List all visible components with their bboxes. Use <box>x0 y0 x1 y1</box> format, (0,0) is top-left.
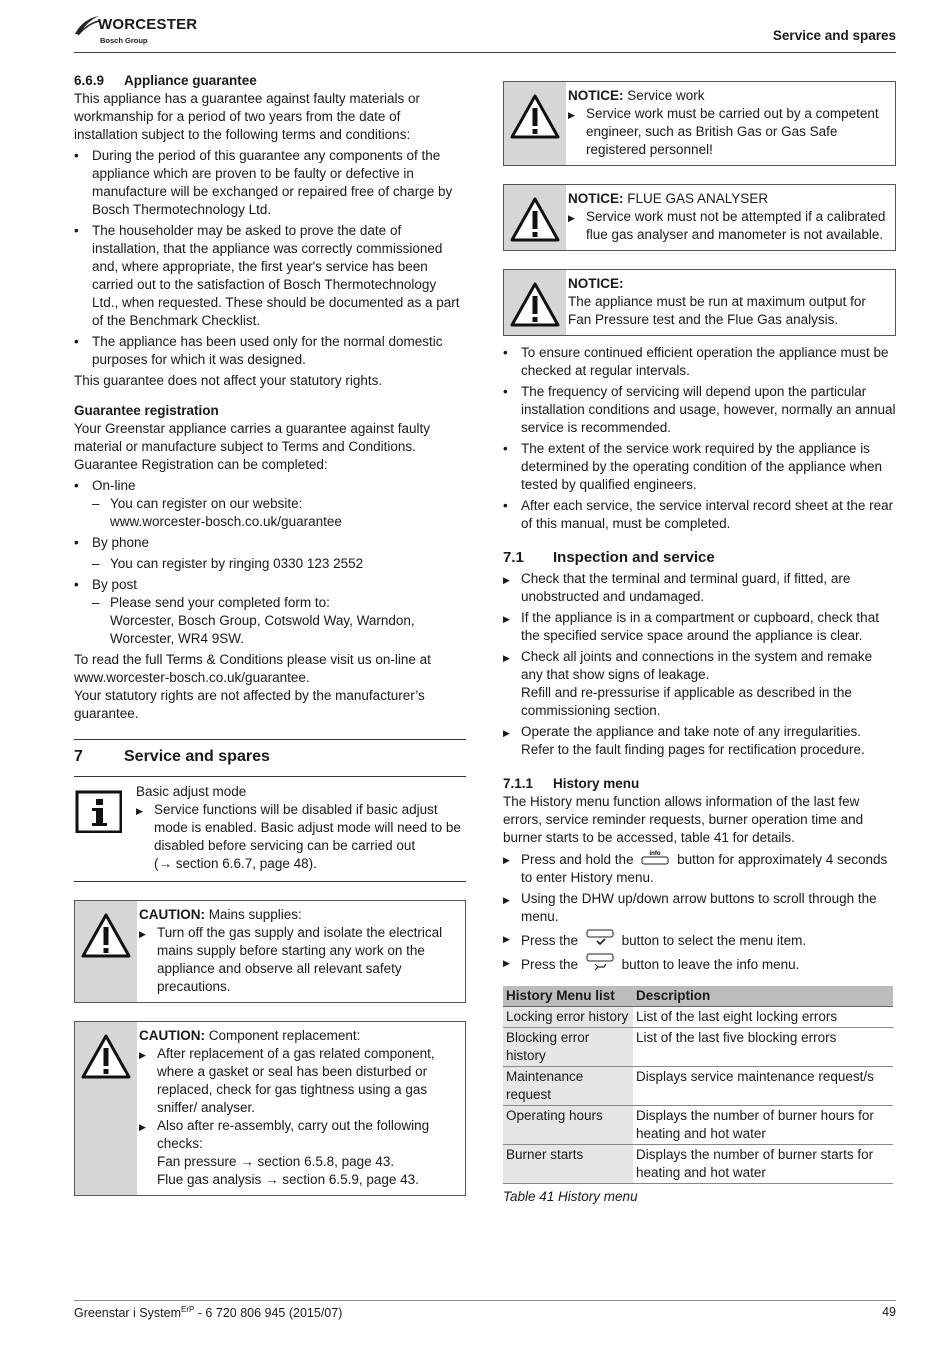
table-row <box>503 1007 893 1028</box>
warning-icon-cell <box>75 901 137 1002</box>
table-cell: Operating hours <box>503 1106 633 1145</box>
info-icon-cell <box>74 783 136 873</box>
warning-icon-cell <box>504 270 566 335</box>
history-step <box>503 929 896 950</box>
history-step-text: button to leave the info menu. <box>621 957 800 972</box>
history-menu-table <box>503 986 893 1184</box>
notice-title: FLUE GAS ANALYSER <box>627 191 769 206</box>
table-header: History Menu list <box>503 986 633 1007</box>
info-item: ▶ Service functions will be disabled if basic adjust mode is enabled. Basic adjust mode will need to be disabled before servicing can be carried out <box>136 801 466 855</box>
caution-item: ▶ After replacement of a gas related component, where a gasket or seal has been disturbed or replaced, check for gas tightness using a gas sniffer/ analyser. <box>139 1045 459 1117</box>
caution-box-component <box>74 1021 466 1196</box>
footer-product <box>74 1305 342 1320</box>
inspection-step: ▶ Operate the appliance and take note of any irregularities. <box>503 723 896 741</box>
warning-triangle-icon <box>80 1032 132 1080</box>
notice-label: NOTICE: <box>568 191 624 206</box>
registration-intro: Your Greenstar appliance carries a guarantee against faulty material or manufacture subject to Terms and Conditions. <box>74 421 430 454</box>
notice-item: ▶ Service work must not be attempted if a calibrated flue gas analyser and manometer is not available. <box>568 208 889 244</box>
section-71-heading <box>503 549 896 567</box>
inspection-step: ▶ If the appliance is in a compartment or cupboard, check that the specified service space around the appliance is clear. <box>503 609 896 645</box>
guarantee-bullet-list <box>74 147 466 369</box>
registration-address: Worcester, Bosch Group, Cotswold Way, Warndon, Worcester, WR4 9SW. <box>110 613 415 646</box>
table-cell: Locking error history <box>503 1007 633 1028</box>
registration-website: www.worcester-bosch.co.uk/guarantee <box>110 514 342 529</box>
registration-rights: Your statutory rights are not affected by the manufacturer’s guarantee. <box>74 688 425 721</box>
table-row <box>503 1106 893 1145</box>
warning-triangle-icon <box>509 280 561 328</box>
caution-title: Component replacement: <box>208 1028 361 1043</box>
registration-heading: Guarantee registration <box>74 403 219 418</box>
warning-triangle-icon <box>80 911 132 959</box>
ok-button-icon <box>586 929 614 943</box>
service-bullet: • The extent of the service work required by the appliance is determined by the operating condition of the appliance when tested by qualified engineers. <box>503 440 896 494</box>
history-step: ▶ Using the DHW up/down arrow buttons to scroll through the menu. <box>503 890 896 926</box>
table-cell: Displays service maintenance request/s <box>633 1067 893 1106</box>
section-711-title: History menu <box>553 776 640 791</box>
table-cell: Displays the number of burner starts for heating and hot water <box>633 1145 893 1184</box>
header-title: Service and spares <box>772 28 896 43</box>
notice-box-max-output <box>503 269 896 336</box>
table-row <box>503 1067 893 1106</box>
back-button-icon <box>586 953 614 967</box>
table-header: Description <box>633 986 893 1007</box>
history-step <box>503 850 896 887</box>
registration-post-detail: – Please send your completed form to: <box>74 594 466 612</box>
caution-label: CAUTION: <box>139 1028 205 1043</box>
notice-box-service-work <box>503 81 896 166</box>
table-cell: Burner starts <box>503 1145 633 1184</box>
table-cell: List of the last five blocking errors <box>633 1028 893 1067</box>
caution-title: Mains supplies: <box>208 907 302 922</box>
notice-content <box>566 82 895 165</box>
service-bullet: • After each service, the service interval record sheet at the rear of this manual, must be completed. <box>503 497 896 533</box>
chapter-heading <box>74 739 466 777</box>
info-key-label: info <box>649 851 661 857</box>
footer-product-code: - 6 720 806 945 (2015/07) <box>194 1306 343 1321</box>
info-button-icon <box>641 850 669 864</box>
registration-phone-detail: – You can register by ringing 0330 123 2552 <box>74 555 466 573</box>
info-title: Basic adjust mode <box>136 784 247 799</box>
service-bullet-list <box>503 344 896 533</box>
table-row <box>503 1145 893 1184</box>
right-column <box>503 72 896 1206</box>
logo-brand: WORCESTER <box>98 16 198 33</box>
info-box-basic-adjust <box>74 777 466 882</box>
section-711-number: 7.1.1 <box>503 776 534 791</box>
footer-product-sup: ErP <box>180 1305 195 1314</box>
section-71-title: Inspection and service <box>553 549 715 566</box>
registration-online: • On-line <box>74 477 466 495</box>
registration-terms: To read the full Terms & Conditions please visit us on-line at www.worcester-bosch.co.uk/guarantee. <box>74 652 431 685</box>
section-711-intro: The History menu function allows information of the last few errors, service reminder requests, burner operation time and burner starts to be accessed, table 41 for details. <box>503 794 864 845</box>
warning-icon-cell <box>504 185 566 250</box>
notice-item: ▶ Service work must be carried out by a competent engineer, such as British Gas or Gas Safe registered personnel! <box>568 105 889 159</box>
info-icon <box>74 789 122 833</box>
notice-box-flue-gas <box>503 184 896 251</box>
warning-icon-cell <box>75 1022 137 1195</box>
guarantee-bullet: • The appliance has been used only for the normal domestic purposes for which it was designed. <box>74 333 466 369</box>
caution-reference: Flue gas analysis → section 6.5.9, page 43. <box>157 1172 419 1187</box>
section-669-heading <box>74 72 466 90</box>
history-step-text: Press and hold the <box>521 852 634 867</box>
notice-label: NOTICE: <box>568 276 624 291</box>
inspection-step-detail: Refer to the fault finding pages for rectification procedure. <box>521 742 865 757</box>
warning-icon-cell <box>504 82 566 165</box>
registration-online-detail: – You can register on our website: <box>74 495 466 513</box>
history-step-text: button for approximately 4 seconds to enter History menu. <box>521 852 888 885</box>
registration-post: • By post <box>74 576 466 594</box>
caution-item: ▶ Also after re-assembly, carry out the following checks: <box>139 1117 459 1153</box>
page-number: 49 <box>882 1305 896 1319</box>
inspection-step: ▶ Check that the terminal and terminal guard, if fitted, are unobstructed and undamaged. <box>503 570 896 606</box>
table-row <box>503 1028 893 1067</box>
caution-content <box>137 1022 465 1195</box>
notice-label: NOTICE: <box>568 88 624 103</box>
section-669-title: Appliance guarantee <box>124 73 257 88</box>
registration-intro-2: Guarantee Registration can be completed: <box>74 457 328 472</box>
section-669-number: 6.6.9 <box>74 73 105 88</box>
history-step-text: button to select the menu item. <box>621 933 807 948</box>
table-cell: Maintenance request <box>503 1067 633 1106</box>
warning-triangle-icon <box>509 195 561 243</box>
info-reference: (→ section 6.6.7, page 48). <box>154 856 317 871</box>
history-step-text: Press the <box>521 957 579 972</box>
table-caption: Table 41 History menu <box>503 1189 638 1204</box>
page-footer <box>74 1300 896 1321</box>
page-header <box>74 12 896 53</box>
chapter-number: 7 <box>74 748 83 765</box>
history-step <box>503 953 896 974</box>
service-bullet: • The frequency of servicing will depend upon the particular installation conditions and usage, however, normally an annual service is recommended. <box>503 383 896 437</box>
history-step-text: Press the <box>521 933 579 948</box>
service-bullet: • To ensure continued efficient operation the appliance must be checked at regular intervals. <box>503 344 896 380</box>
notice-content <box>566 185 895 250</box>
footer-product-name: Greenstar i System <box>74 1306 181 1321</box>
inspection-step: ▶ Check all joints and connections in the system and remake any that show signs of leakage. <box>503 648 896 684</box>
caution-box-mains <box>74 900 466 1003</box>
info-content <box>136 783 466 873</box>
guarantee-bullet: • During the period of this guarantee any components of the appliance which are proven to be faulty or defective in manufacture will be exchanged or repaired free of charge by Bosch Thermotechnology Ltd. <box>74 147 466 219</box>
table-cell: Blocking error history <box>503 1028 633 1067</box>
inspection-step-detail: Refill and re-pressurise if applicable as described in the commissioning section. <box>521 685 852 718</box>
notice-title: Service work <box>627 88 705 103</box>
logo-swoosh-icon <box>74 14 100 36</box>
chapter-title: Service and spares <box>124 748 270 765</box>
warning-triangle-icon <box>509 92 561 140</box>
table-cell: Displays the number of burner hours for heating and hot water <box>633 1106 893 1145</box>
logo-group: Bosch Group <box>100 36 148 45</box>
notice-content <box>566 270 895 335</box>
caution-content <box>137 901 465 1002</box>
notice-text: The appliance must be run at maximum output for Fan Pressure test and the Flue Gas analysis. <box>568 294 866 327</box>
table-header-row <box>503 986 893 1007</box>
caution-label: CAUTION: <box>139 907 205 922</box>
left-column <box>74 72 466 1196</box>
caution-reference: Fan pressure → section 6.5.8, page 43. <box>157 1154 395 1169</box>
section-669-outro: This guarantee does not affect your statutory rights. <box>74 373 383 388</box>
worcester-logo <box>74 14 198 50</box>
section-669-intro: This appliance has a guarantee against faulty materials or workmanship for a period of two years from the date of installation subject to the following terms and conditions: <box>74 91 420 142</box>
section-711-heading <box>503 775 896 793</box>
section-71-number: 7.1 <box>503 549 524 566</box>
registration-phone: • By phone <box>74 534 466 552</box>
guarantee-bullet: • The householder may be asked to prove the date of installation, that the appliance was correctly commissioned and, where appropriate, the first year's service has been carried out to the satisfaction of Bosch Thermotechnology Ltd., when requested. These should be documented as a part of the Benchmark Checklist. <box>74 222 466 330</box>
caution-item: ▶ Turn off the gas supply and isolate the electrical mains supply before starting any work on the appliance and observe all relevant safety precautions. <box>139 924 459 996</box>
table-cell: List of the last eight locking errors <box>633 1007 893 1028</box>
